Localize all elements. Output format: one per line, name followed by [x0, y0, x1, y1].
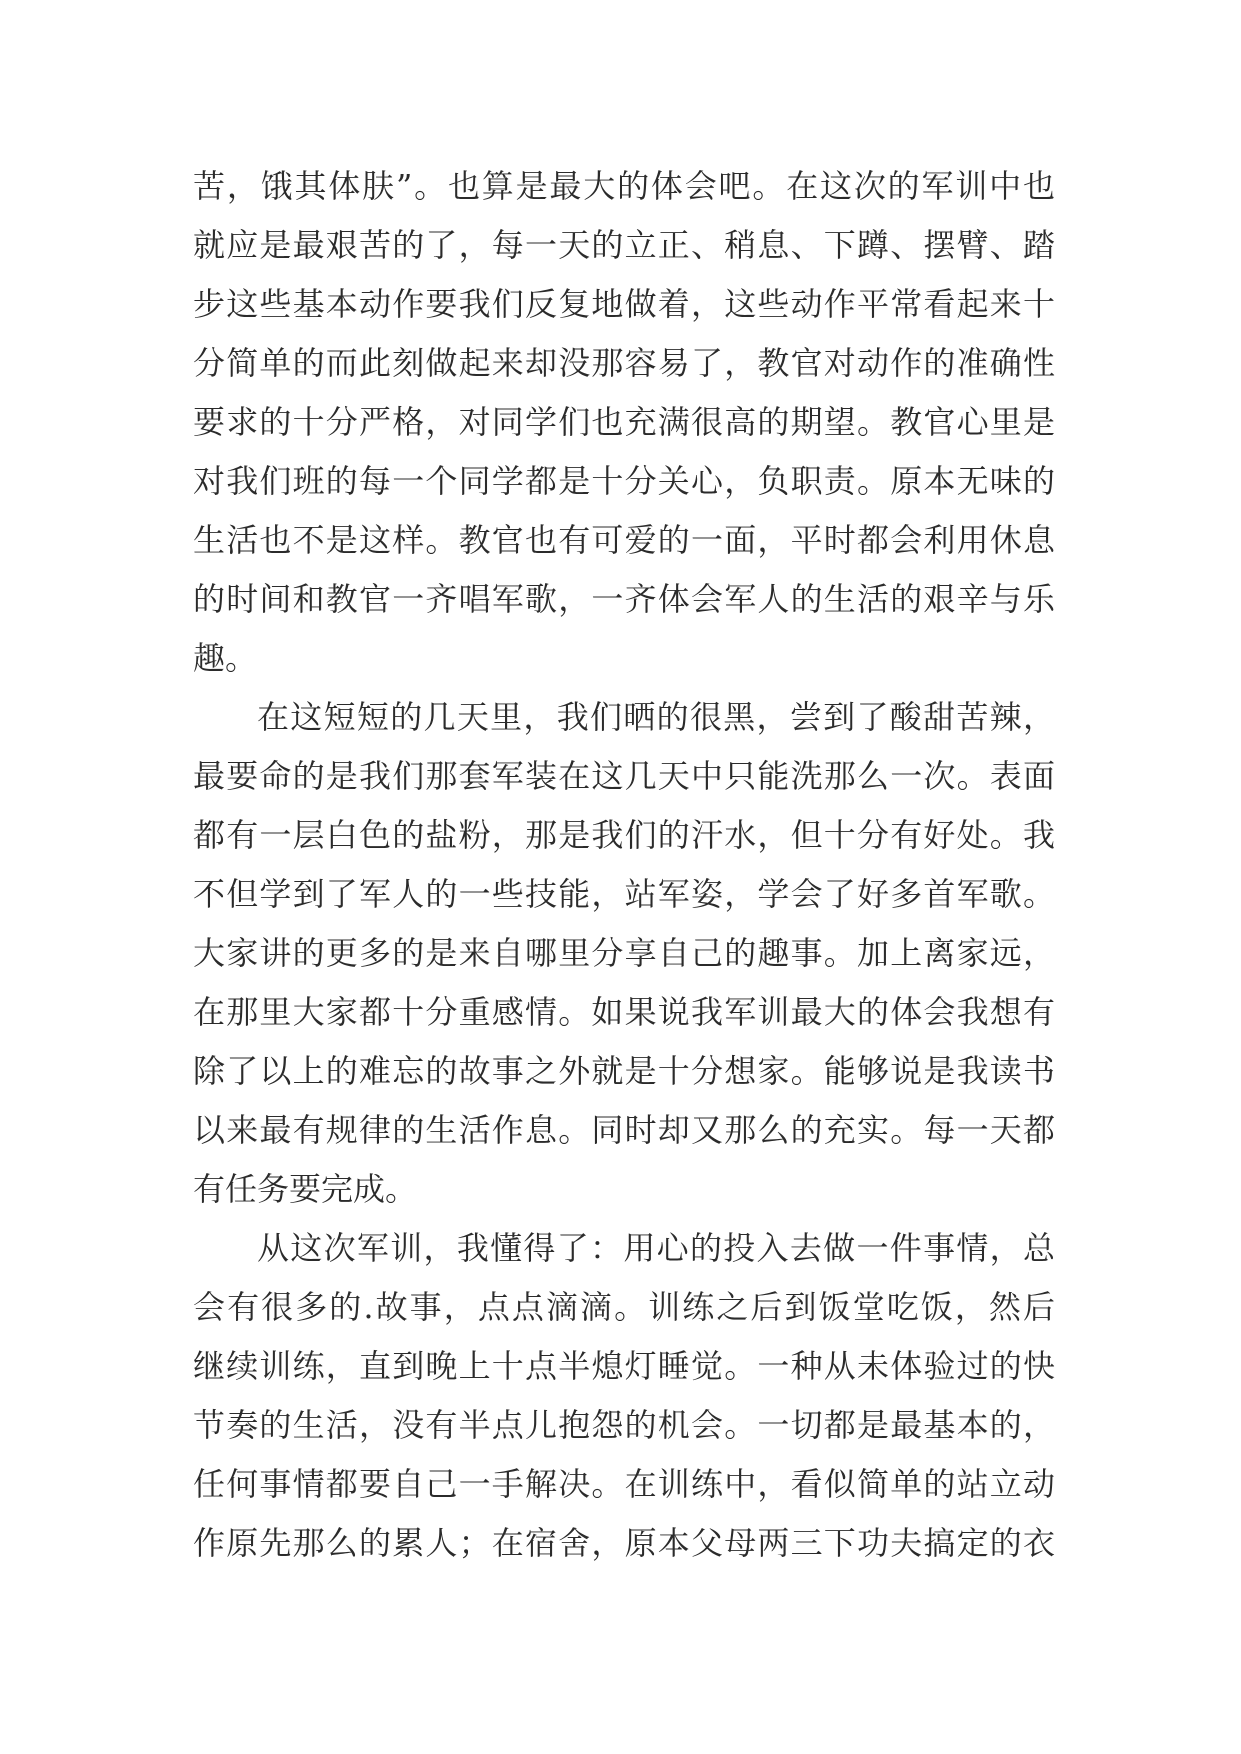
- text-line: 分简单的而此刻做起来却没那容易了，教官对动作的准确性: [193, 344, 1055, 382]
- text-line: 从这次军训，我懂得了：用心的投入去做一件事情，总: [257, 1229, 1055, 1267]
- text-line: 有任务要完成。: [193, 1170, 418, 1208]
- text-line: 在这短短的几天里，我们晒的很黑，尝到了酸甜苦辣，: [257, 698, 1055, 736]
- text-line: 任何事情都要自己一手解决。在训练中，看似简单的站立动: [193, 1465, 1055, 1503]
- text-line: 除了以上的难忘的故事之外就是十分想家。能够说是我读书: [193, 1052, 1055, 1090]
- text-line: 作原先那么的累人；在宿舍，原本父母两三下功夫搞定的衣: [193, 1524, 1055, 1562]
- text-line: 大家讲的更多的是来自哪里分享自己的趣事。加上离家远，: [193, 934, 1055, 972]
- text-line: 就应是最艰苦的了，每一天的立正、稍息、下蹲、摆臂、踏: [193, 226, 1055, 264]
- text-line: 的时间和教官一齐唱军歌，一齐体会军人的生活的艰辛与乐: [193, 580, 1055, 618]
- text-line: 步这些基本动作要我们反复地做着，这些动作平常看起来十: [193, 285, 1055, 323]
- text-line: 都有一层白色的盐粉，那是我们的汗水，但十分有好处。我: [193, 816, 1055, 854]
- text-line: 继续训练，直到晚上十点半熄灯睡觉。一种从未体验过的快: [193, 1347, 1055, 1385]
- body-text: [193, 157, 1055, 1573]
- text-line: 以来最有规律的生活作息。同时却又那么的充实。每一天都: [193, 1111, 1055, 1149]
- text-line: 在那里大家都十分重感情。如果说我军训最大的体会我想有: [193, 993, 1055, 1031]
- paragraph-2: [193, 688, 1055, 1219]
- text-line: 苦，饿其体肤”。也算是最大的体会吧。在这次的军训中也: [193, 167, 1055, 205]
- text-line: 会有很多的.故事，点点滴滴。训练之后到饭堂吃饭，然后: [193, 1288, 1055, 1326]
- text-line: 生活也不是这样。教官也有可爱的一面，平时都会利用休息: [193, 521, 1055, 559]
- text-line: 对我们班的每一个同学都是十分关心，负职责。原本无味的: [193, 462, 1055, 500]
- text-line: 不但学到了军人的一些技能，站军姿，学会了好多首军歌。: [193, 875, 1055, 913]
- paragraph-1: [193, 157, 1055, 688]
- paragraph-3: [193, 1219, 1055, 1573]
- text-line: 最要命的是我们那套军装在这几天中只能洗那么一次。表面: [193, 757, 1055, 795]
- text-line: 趣。: [193, 639, 258, 677]
- text-line: 要求的十分严格，对同学们也充满很高的期望。教官心里是: [193, 403, 1055, 441]
- text-line: 节奏的生活，没有半点儿抱怨的机会。一切都是最基本的，: [193, 1406, 1055, 1444]
